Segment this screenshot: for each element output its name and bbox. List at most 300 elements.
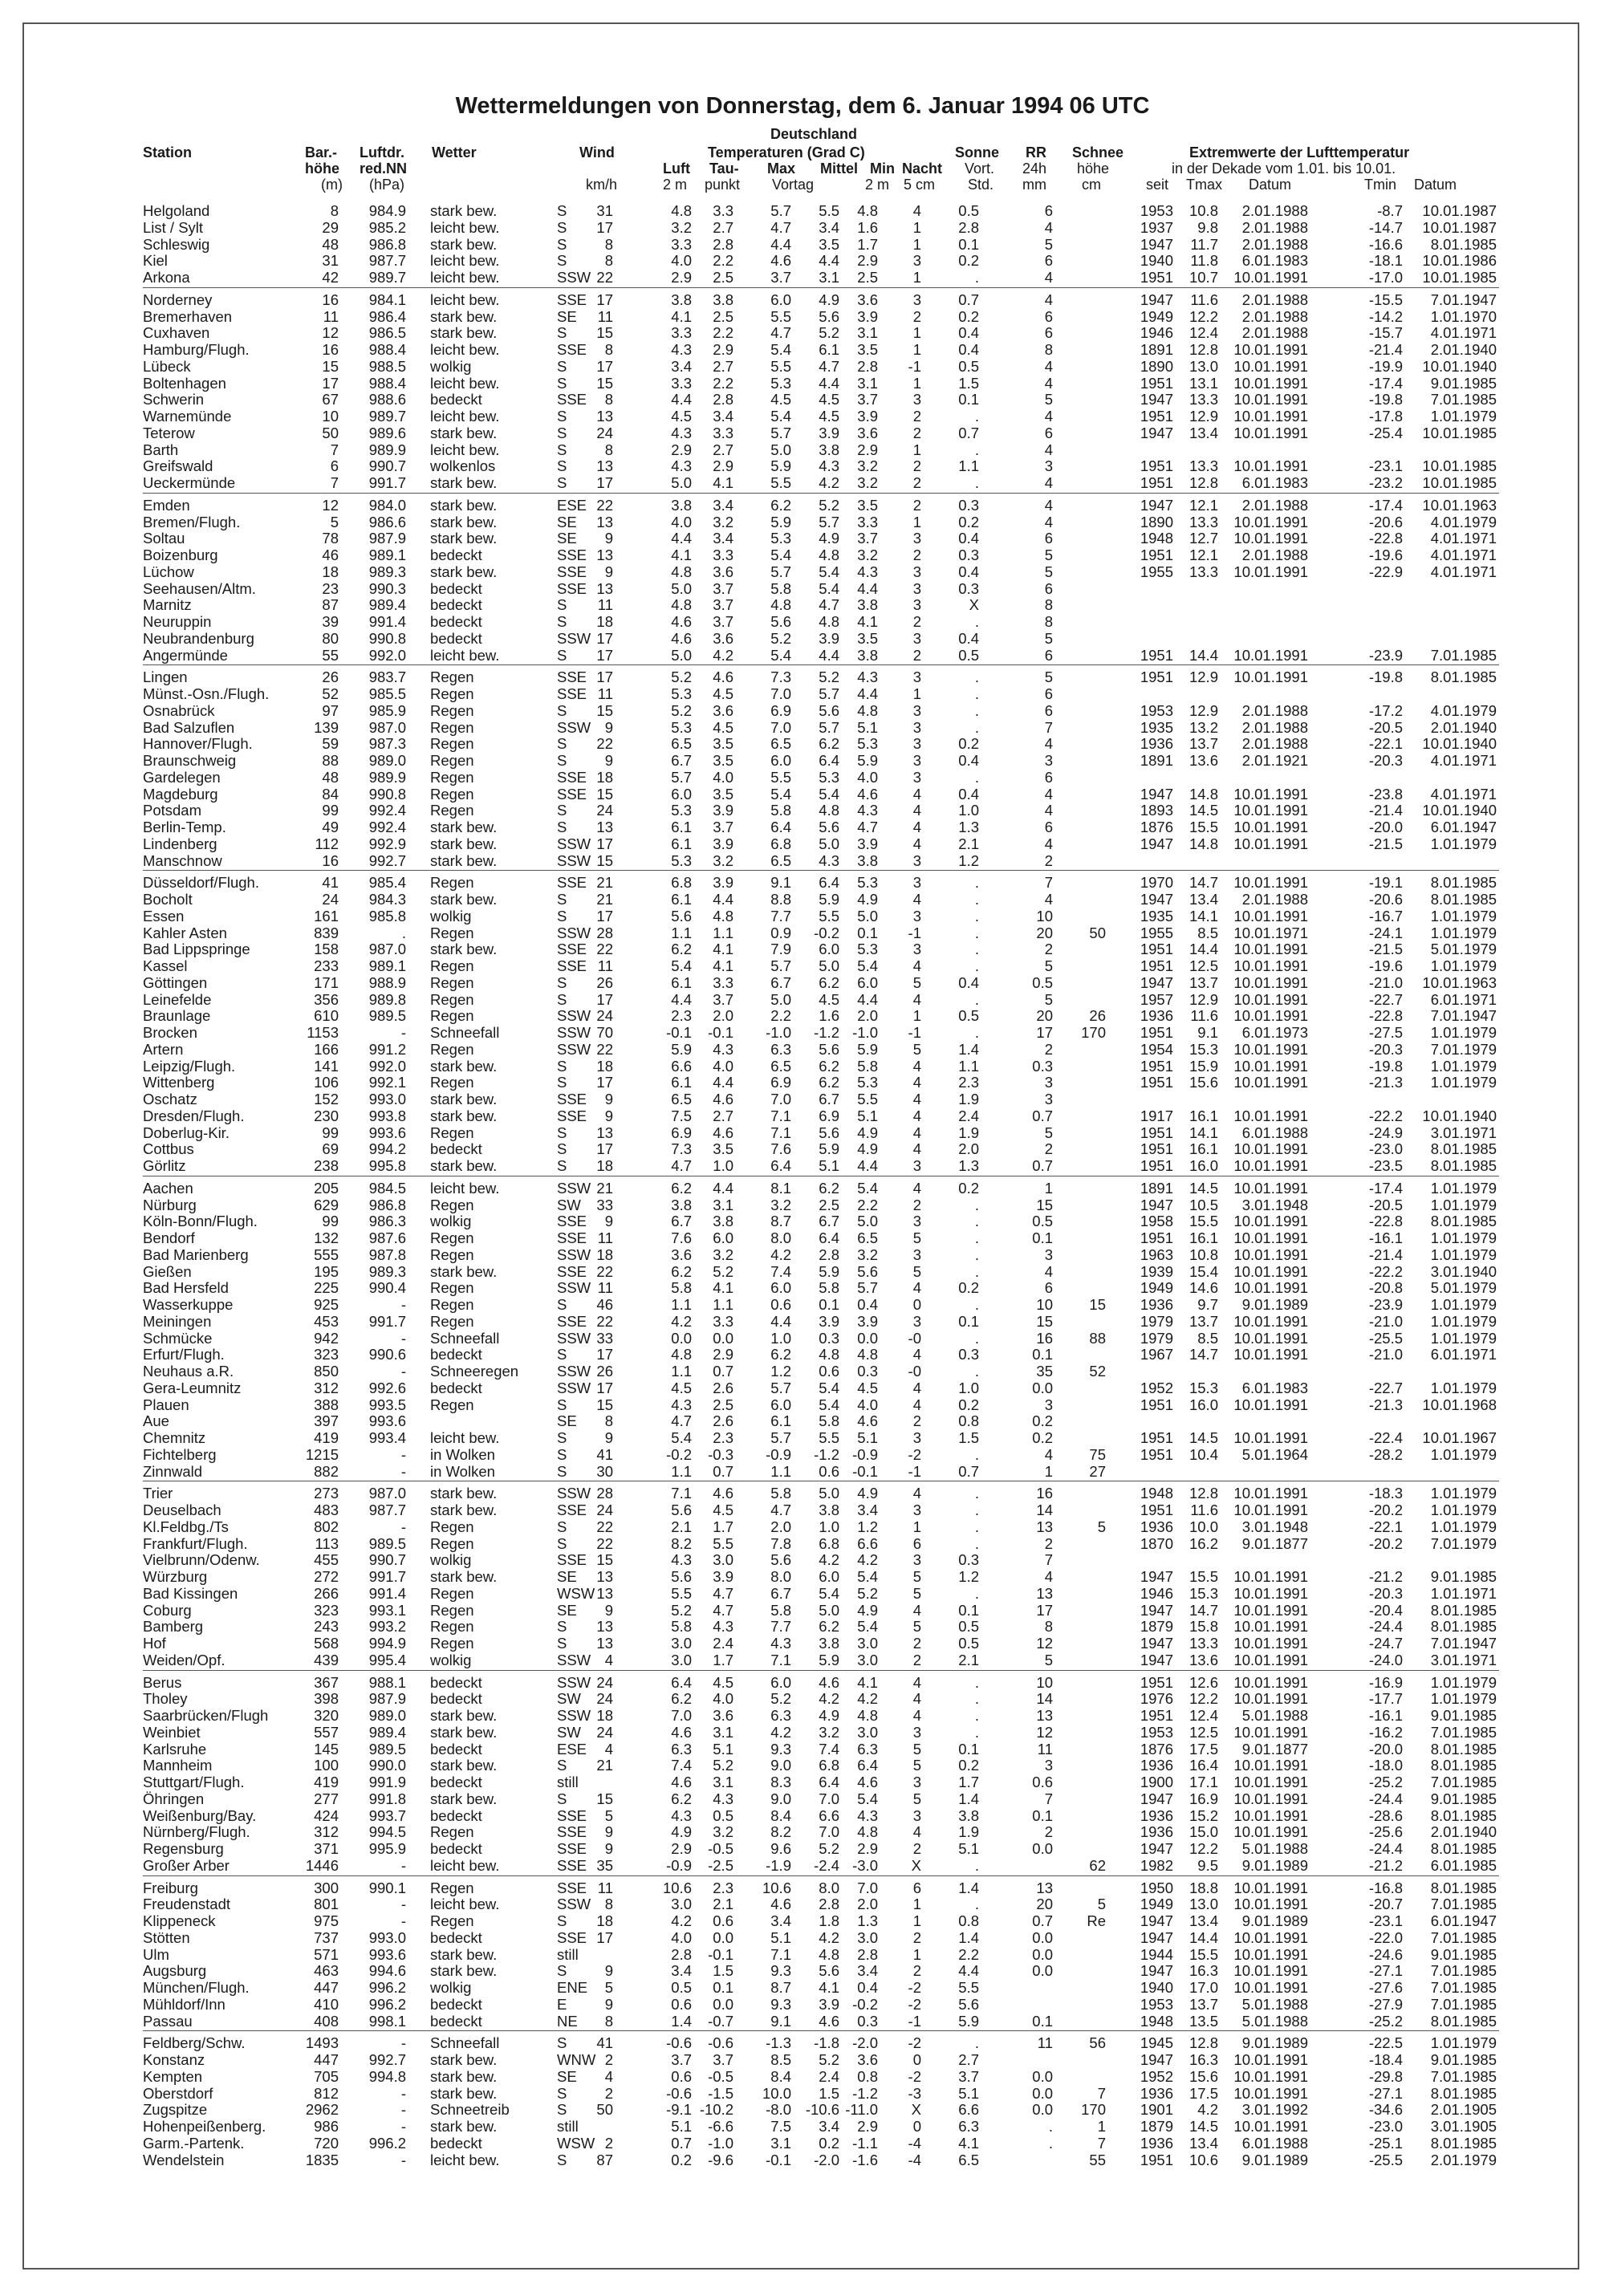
cell-taupunkt: 3.4 (713, 496, 733, 514)
cell-wind-richtung: S (557, 2151, 567, 2168)
cell-wind-richtung: S (557, 802, 567, 819)
table-row (0, 1758, 1605, 1774)
cell-wind-richtung: S (557, 1912, 567, 1929)
cell-rr: 4 (1044, 1568, 1053, 1585)
cell-min-2m: 1.3 (857, 1912, 878, 1929)
cell-wind-kmh: 13 (596, 457, 613, 475)
cell-station: Warnemünde (143, 408, 232, 425)
cell-rr: 6 (1044, 324, 1053, 342)
cell-tmin-datum: 1.01.1979 (1430, 1296, 1497, 1313)
table-row (0, 359, 1605, 375)
cell-min-2m: 0.1 (857, 924, 878, 941)
cell-nacht-5cm: 6 (912, 1534, 921, 1552)
cell-temp-luft: 7.3 (671, 1140, 692, 1158)
cell-sonne: . (974, 941, 979, 958)
cell-mittel: 1.8 (819, 1912, 839, 1929)
table-row (0, 2135, 1605, 2152)
cell-taupunkt: 3.9 (713, 1568, 733, 1585)
cell-seit: 1947 (1140, 2051, 1173, 2068)
cell-sonne: 1.3 (958, 819, 979, 835)
cell-seit: 1946 (1140, 324, 1173, 342)
cell-min-2m: 2.5 (857, 269, 878, 286)
cell-rr: 20 (1036, 1007, 1053, 1025)
cell-wind-kmh: 15 (596, 324, 613, 342)
cell-taupunkt: 2.7 (713, 1107, 733, 1124)
cell-wind-kmh: 24 (596, 802, 613, 819)
cell-tmax: 15.6 (1189, 2067, 1218, 2085)
cell-rr: 35 (1036, 1363, 1053, 1380)
cell-mittel: 4.5 (819, 990, 839, 1008)
cell-bar-hoehe: 50 (322, 424, 339, 441)
cell-taupunkt: 4.4 (713, 1074, 733, 1091)
cell-tmax: 18.8 (1189, 1879, 1218, 1896)
cell-nacht-5cm: 4 (912, 1690, 921, 1708)
cell-rr: 0.0 (1032, 1945, 1053, 1963)
cell-wind-kmh: 22 (596, 1262, 613, 1280)
cell-max-vortag: -0.1 (766, 2151, 791, 2168)
cell-wetter: stark bew. (430, 307, 498, 325)
cell-wind-richtung: SSW (557, 1329, 591, 1347)
cell-rr: 3 (1044, 1091, 1053, 1107)
cell-taupunkt: 4.5 (713, 1673, 733, 1691)
cell-mittel: 2.5 (819, 1196, 839, 1213)
cell-tmax: 12.2 (1189, 1840, 1218, 1857)
cell-wind-richtung: SW (557, 1196, 581, 1213)
cell-wind-richtung: S (557, 1157, 567, 1174)
cell-max-vortag: 6.9 (770, 701, 791, 719)
cell-bar-hoehe: 26 (322, 668, 339, 686)
cell-wetter: stark bew. (430, 1945, 498, 1963)
cell-mittel: 6.9 (819, 1107, 839, 1124)
cell-rr: 16 (1036, 1329, 1053, 1347)
cell-tmax-datum: 10.01.1991 (1233, 1774, 1308, 1790)
cell-wind-richtung: SSW (557, 1673, 591, 1691)
cell-min-2m: 3.6 (857, 2051, 878, 2068)
cell-mittel: 5.6 (819, 701, 839, 719)
cell-tmin: -24.7 (1368, 1635, 1403, 1652)
cell-seit: 1940 (1140, 252, 1173, 270)
cell-tmax-datum: 10.01.1991 (1233, 391, 1308, 408)
cell-station: Lingen (143, 668, 188, 686)
table-row (0, 442, 1605, 458)
cell-taupunkt: 2.1 (713, 1896, 733, 1913)
cell-wind-richtung: S (557, 735, 567, 753)
cell-min-2m: 6.6 (857, 1534, 878, 1552)
cell-tmin: -24.9 (1368, 1124, 1403, 1141)
cell-station: Emden (143, 496, 190, 514)
cell-max-vortag: 5.7 (770, 563, 791, 580)
cell-tmax: 11.7 (1190, 235, 1218, 253)
cell-mittel: 4.2 (819, 1690, 839, 1708)
cell-mittel: 5.5 (819, 202, 839, 219)
cell-tmax-datum: 5.01.1988 (1241, 1995, 1308, 2013)
cell-wetter: Regen (430, 1312, 474, 1330)
cell-nacht-5cm: 5 (912, 1740, 921, 1758)
cell-tmin: -19.8 (1368, 391, 1403, 408)
cell-seit: 1951 (1140, 668, 1173, 686)
table-row (0, 1264, 1605, 1280)
cell-luftdruck: 994.9 (368, 1635, 406, 1652)
cell-luftdruck: 988.5 (368, 357, 406, 375)
cell-wetter: stark bew. (430, 324, 498, 342)
cell-max-vortag: 5.3 (770, 530, 791, 547)
cell-mittel: 4.2 (819, 474, 839, 491)
cell-mittel: 4.1 (819, 1979, 839, 1996)
cell-temp-luft: 5.6 (671, 1568, 692, 1585)
cell-tmin: -14.7 (1368, 218, 1403, 236)
cell-seit: 1947 (1140, 1601, 1173, 1619)
cell-wetter: wolkenlos (430, 457, 496, 475)
cell-tmax: 17.5 (1189, 2084, 1218, 2102)
cell-wetter: stark bew. (430, 202, 498, 219)
cell-temp-luft: 1.4 (671, 2012, 692, 2030)
cell-min-2m: 3.7 (857, 530, 878, 547)
cell-min-2m: 4.4 (857, 990, 878, 1008)
cell-nacht-5cm: 3 (912, 907, 921, 924)
cell-mittel: 2.8 (819, 1246, 839, 1263)
cell-bar-hoehe: 629 (314, 1196, 339, 1213)
cell-seit: 1950 (1140, 1879, 1173, 1896)
cell-tmax: 12.8 (1189, 474, 1218, 491)
cell-max-vortag: 8.0 (770, 1229, 791, 1246)
cell-max-vortag: 4.7 (770, 324, 791, 342)
cell-schnee: 5 (1097, 1896, 1106, 1913)
table-row (0, 1947, 1605, 1963)
cell-tmin-datum: 3.01.1940 (1430, 1262, 1497, 1280)
cell-wind-kmh: 21 (596, 874, 613, 892)
cell-tmax-datum: 10.01.1991 (1233, 1157, 1308, 1174)
cell-wetter: leicht bew. (430, 218, 500, 236)
cell-min-2m: 6.0 (857, 973, 878, 991)
cell-tmax-datum: 9.01.1989 (1241, 1856, 1308, 1874)
cell-station: Berus (143, 1673, 182, 1691)
cell-sonne: 5.6 (958, 1995, 979, 2013)
header-wind-unit: km/h (586, 177, 618, 193)
cell-wind-richtung: WNW (557, 2051, 596, 2068)
cell-station: Braunschweig (143, 752, 237, 769)
cell-wetter: Regen (430, 668, 474, 686)
cell-bar-hoehe: 568 (314, 1635, 339, 1652)
cell-tmin-datum: 7.01.1985 (1430, 1995, 1497, 2013)
cell-rr: 6 (1044, 579, 1053, 597)
cell-mittel: 4.6 (819, 2012, 839, 2030)
cell-luftdruck: 996.2 (368, 1979, 406, 1996)
cell-wind-richtung: S (557, 1635, 567, 1652)
cell-taupunkt: 3.3 (713, 547, 733, 563)
cell-tmin-datum: 1.01.1979 (1430, 1502, 1497, 1518)
cell-wetter: stark bew. (430, 941, 498, 958)
cell-tmax-datum: 10.01.1991 (1233, 1502, 1308, 1518)
table-row (0, 2119, 1605, 2135)
cell-wind-richtung: SE (557, 1568, 577, 1585)
table-row (0, 1025, 1605, 1041)
cell-luftdruck: 989.3 (368, 1262, 406, 1280)
cell-taupunkt: 4.6 (713, 1124, 733, 1141)
cell-tmin: -16.2 (1368, 1723, 1403, 1741)
cell-tmin: -8.7 (1377, 202, 1403, 219)
cell-tmin: -20.5 (1368, 1196, 1403, 1213)
cell-tmax: 14.4 (1189, 646, 1218, 664)
cell-seit: 1947 (1140, 391, 1173, 408)
cell-temp-luft: -0.2 (666, 1445, 692, 1463)
cell-rr: 17 (1036, 1024, 1053, 1041)
cell-seit: 1951 (1140, 1074, 1173, 1091)
cell-min-2m: 1.7 (857, 235, 878, 253)
cell-tmax: 15.3 (1189, 1584, 1218, 1602)
cell-wind-kmh: 11 (597, 307, 613, 325)
cell-tmax: 15.4 (1189, 1262, 1218, 1280)
cell-bar-hoehe: 12 (322, 324, 339, 342)
cell-sonne: . (974, 1723, 979, 1741)
cell-temp-luft: 4.4 (671, 530, 692, 547)
header-temp-group: Temperaturen (Grad C) (708, 144, 865, 161)
cell-taupunkt: 2.8 (713, 235, 733, 253)
table-row (0, 1552, 1605, 1568)
cell-taupunkt: 4.7 (713, 1584, 733, 1602)
cell-tmax: 10.8 (1189, 1246, 1218, 1263)
page-title: Wettermeldungen von Donnerstag, dem 6. Januar 1994 06 UTC (455, 93, 1150, 119)
cell-tmin: -20.5 (1368, 718, 1403, 736)
header-luft3: (hPa) (369, 177, 405, 193)
cell-seit: 1951 (1140, 1157, 1173, 1174)
cell-sonne: . (974, 1707, 979, 1724)
cell-nacht-5cm: 5 (912, 1757, 921, 1774)
cell-tmin-datum: 4.01.1971 (1430, 324, 1497, 342)
table-row (0, 1008, 1605, 1024)
cell-wind-richtung: SSE (557, 341, 587, 358)
cell-tmax-datum: 10.01.1991 (1233, 1823, 1308, 1841)
cell-tmax-datum: 10.01.1991 (1233, 1690, 1308, 1708)
cell-rr: 4 (1044, 891, 1053, 908)
cell-tmax-datum: 5.01.1988 (1241, 1840, 1308, 1857)
cell-temp-luft: 5.0 (671, 646, 692, 664)
cell-rr: 2 (1044, 1040, 1053, 1058)
table-row (0, 1536, 1605, 1552)
cell-taupunkt: 3.8 (713, 291, 733, 308)
cell-bar-hoehe: 16 (322, 341, 339, 358)
cell-tmax-datum: 10.01.1991 (1233, 668, 1308, 686)
cell-station: Angermünde (143, 646, 228, 664)
cell-mittel: 3.8 (819, 1502, 839, 1518)
cell-taupunkt: 3.1 (713, 1774, 733, 1790)
cell-tmin: -23.0 (1368, 1140, 1403, 1158)
cell-min-2m: 5.8 (857, 1057, 878, 1075)
cell-temp-luft: -0.9 (666, 1856, 692, 1874)
cell-mittel: 2.8 (819, 1896, 839, 1913)
cell-wetter: bedeckt (430, 1806, 482, 1824)
table-row (0, 1896, 1605, 1912)
cell-taupunkt: 0.0 (713, 1329, 733, 1347)
table-row (0, 892, 1605, 908)
cell-taupunkt: 4.6 (713, 668, 733, 686)
cell-wind-richtung: SSE (557, 685, 587, 702)
header-nacht-5cm: 5 cm (904, 177, 936, 193)
cell-bar-hoehe: 1215 (305, 1445, 339, 1463)
cell-mittel: 1.5 (819, 2084, 839, 2102)
cell-taupunkt: 4.1 (713, 957, 733, 974)
cell-tmin: -15.7 (1368, 324, 1403, 342)
cell-wind-richtung: SSW (557, 1896, 591, 1913)
cell-wind-kmh: 5 (604, 1979, 613, 1996)
cell-rr: 6 (1044, 646, 1053, 664)
cell-schnee: 52 (1089, 1363, 1106, 1380)
cell-station: Hamburg/Flugh. (143, 341, 250, 358)
cell-seit: 1947 (1140, 835, 1173, 852)
cell-min-2m: 2.8 (857, 357, 878, 375)
cell-wind-kmh: 15 (596, 374, 613, 392)
cell-taupunkt: -0.1 (708, 1024, 733, 1041)
group-separator (143, 1875, 1499, 1876)
cell-tmin-datum: 10.01.1940 (1422, 357, 1497, 375)
cell-sonne: 0.3 (958, 579, 979, 597)
cell-temp-luft: 6.6 (671, 1057, 692, 1075)
cell-sonne: . (974, 1363, 979, 1380)
cell-mittel: 4.3 (819, 851, 839, 869)
cell-wind-kmh: 9 (604, 1213, 613, 1230)
cell-mittel: 5.2 (819, 1840, 839, 1857)
cell-taupunkt: 2.2 (713, 374, 733, 392)
cell-tmax-datum: 2.01.1921 (1241, 752, 1308, 769)
cell-wind-kmh: 17 (596, 1140, 613, 1158)
cell-bar-hoehe: 106 (314, 1074, 339, 1091)
cell-nacht-5cm: 4 (912, 1091, 921, 1107)
cell-bar-hoehe: 7 (330, 474, 339, 491)
cell-tmax-datum: 10.01.1991 (1233, 1246, 1308, 1263)
cell-rr: 15 (1036, 1196, 1053, 1213)
cell-wind-richtung: ESE (557, 496, 587, 514)
cell-max-vortag: 8.4 (770, 1806, 791, 1824)
cell-mittel: 5.5 (819, 1429, 839, 1446)
cell-wind-kmh: 15 (596, 1790, 613, 1807)
cell-wind-richtung: S (557, 1757, 567, 1774)
cell-station: Greifswald (143, 457, 213, 475)
cell-wetter: leicht bew. (430, 646, 500, 664)
cell-nacht-5cm: 3 (912, 579, 921, 597)
cell-station: Bad Kissingen (143, 1584, 238, 1602)
cell-max-vortag: 1.2 (770, 1363, 791, 1380)
cell-luftdruck: 987.3 (368, 735, 406, 753)
cell-tmin: -23.9 (1368, 646, 1403, 664)
cell-temp-luft: 6.2 (671, 1262, 692, 1280)
cell-wind-kmh: 17 (596, 474, 613, 491)
cell-seit: 1948 (1140, 530, 1173, 547)
cell-min-2m: 6.5 (857, 1229, 878, 1246)
cell-min-2m: 4.4 (857, 685, 878, 702)
cell-max-vortag: 6.4 (770, 1157, 791, 1174)
cell-mittel: 5.7 (819, 685, 839, 702)
cell-bar-hoehe: 8 (330, 202, 339, 219)
cell-wind-richtung: SSW (557, 835, 591, 852)
cell-max-vortag: 6.2 (770, 496, 791, 514)
cell-luftdruck: 993.2 (368, 1618, 406, 1636)
cell-tmax: 10.5 (1189, 1196, 1218, 1213)
cell-wind-kmh: 8 (604, 441, 613, 458)
cell-wetter: wolkig (430, 1979, 472, 1996)
cell-nacht-5cm: 1 (912, 374, 921, 392)
cell-station: Bremen/Flugh. (143, 513, 241, 530)
cell-temp-luft: 5.0 (671, 474, 692, 491)
cell-tmin: -17.4 (1368, 496, 1403, 514)
cell-tmin-datum: 8.01.1985 (1430, 1757, 1497, 1774)
cell-wetter: wolkig (430, 907, 472, 924)
cell-max-vortag: 5.8 (770, 802, 791, 819)
cell-sonne: . (974, 685, 979, 702)
cell-taupunkt: 4.4 (713, 891, 733, 908)
cell-tmin-datum: 2.01.1979 (1430, 2151, 1497, 2168)
cell-wind-kmh: 18 (596, 1246, 613, 1263)
table-row (0, 1247, 1605, 1263)
cell-station: Weiden/Opf. (143, 1651, 226, 1668)
cell-min-2m: 4.5 (857, 1379, 878, 1396)
cell-temp-luft: 6.1 (671, 1074, 692, 1091)
cell-taupunkt: 3.4 (713, 530, 733, 547)
cell-mittel: 5.3 (819, 768, 839, 786)
cell-wetter: leicht bew. (430, 441, 500, 458)
table-row (0, 941, 1605, 957)
cell-nacht-5cm: 1 (912, 341, 921, 358)
cell-sonne: 0.7 (958, 291, 979, 308)
cell-tmax-datum: 10.01.1991 (1233, 1140, 1308, 1158)
cell-temp-luft: 0.2 (671, 2151, 692, 2168)
cell-luftdruck: - (400, 2151, 406, 2168)
cell-tmin-datum: 3.01.1905 (1430, 2118, 1497, 2135)
cell-luftdruck: 985.8 (368, 907, 406, 924)
cell-max-vortag: 5.4 (770, 341, 791, 358)
cell-rr: 1 (1044, 1462, 1053, 1480)
table-row (0, 530, 1605, 547)
cell-bar-hoehe: 145 (314, 1740, 339, 1758)
cell-min-2m: 2.9 (857, 441, 878, 458)
cell-sonne: 2.1 (958, 835, 979, 852)
cell-min-2m: 7.0 (857, 1879, 878, 1896)
cell-min-2m: 5.4 (857, 1618, 878, 1636)
cell-luftdruck: 987.0 (368, 1485, 406, 1502)
cell-max-vortag: 4.4 (770, 235, 791, 253)
cell-nacht-5cm: 4 (912, 1074, 921, 1091)
cell-wetter: Regen (430, 735, 474, 753)
cell-wind-richtung: SSE (557, 874, 587, 892)
cell-tmax-datum: 2.01.1988 (1241, 891, 1308, 908)
table-row (0, 925, 1605, 941)
cell-wind-richtung: WSW (557, 1584, 595, 1602)
cell-seit: 1949 (1140, 1896, 1173, 1913)
cell-wetter: stark bew. (430, 1091, 498, 1107)
cell-wetter: stark bew. (430, 851, 498, 869)
cell-max-vortag: 6.1 (770, 1412, 791, 1430)
cell-tmax-datum: 10.01.1991 (1233, 957, 1308, 974)
cell-tmax-datum: 10.01.1991 (1233, 408, 1308, 425)
cell-wind-kmh: 18 (596, 1912, 613, 1929)
cell-seit: 1951 (1140, 1707, 1173, 1724)
cell-wind-kmh: 87 (596, 2151, 613, 2168)
cell-wind-richtung: S (557, 907, 567, 924)
table-row (0, 1858, 1605, 1874)
cell-station: Soltau (143, 530, 185, 547)
cell-wind-kmh: 8 (604, 235, 613, 253)
cell-nacht-5cm: 4 (912, 891, 921, 908)
cell-temp-luft: 0.6 (671, 1995, 692, 2013)
cell-tmax: 13.3 (1189, 391, 1218, 408)
cell-bar-hoehe: 367 (314, 1673, 339, 1691)
cell-max-vortag: -0.9 (766, 1445, 791, 1463)
cell-tmax-datum: 10.01.1991 (1233, 973, 1308, 991)
cell-tmax: 12.2 (1189, 307, 1218, 325)
cell-luftdruck: - (400, 1462, 406, 1480)
cell-wetter: Schneefall (430, 2034, 500, 2052)
cell-temp-luft: 1.1 (671, 1296, 692, 1313)
cell-tmin: -24.4 (1368, 1790, 1403, 1807)
cell-luftdruck: 990.4 (368, 1279, 406, 1297)
